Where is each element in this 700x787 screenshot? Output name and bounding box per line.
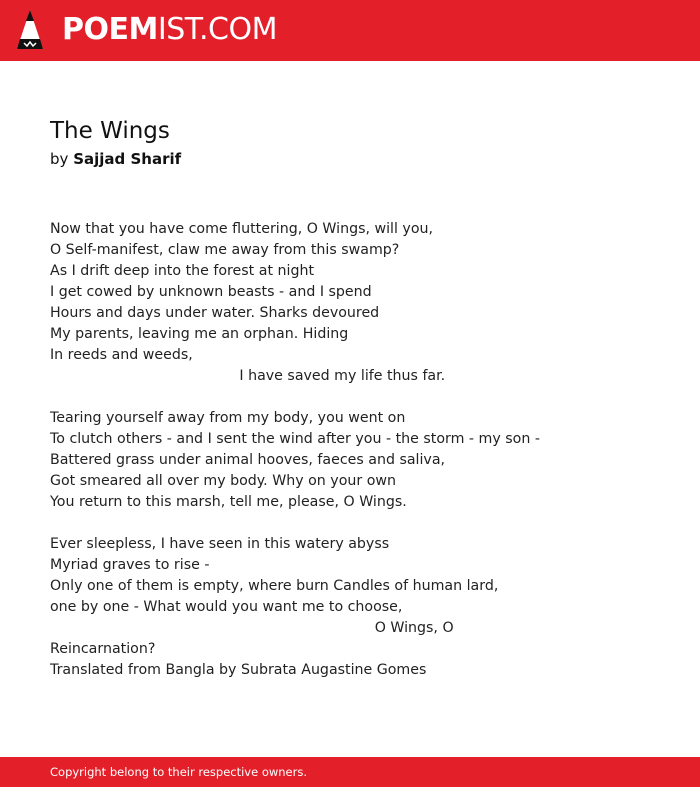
poem-line: You return to this marsh, tell me, please, O Wings. [50, 494, 407, 510]
poem-line: O Wings, O [50, 620, 454, 636]
site-header [0, 0, 700, 61]
poem-line: O Self-manifest, claw me away from this swamp? [50, 242, 400, 258]
poem-line: Myriad graves to rise - [50, 557, 210, 573]
stanza-break [50, 387, 670, 408]
stanza-break [50, 513, 670, 534]
copyright-text: Copyright belong to their respective owners. [50, 765, 308, 779]
site-logo[interactable] [62, 12, 277, 48]
poem-line: Tearing yourself away from my body, you went on [50, 410, 406, 426]
poem-line: Got smeared all over my body. Why on your own [50, 473, 396, 489]
logo-bold-text: POEM [62, 12, 158, 47]
poem-line: I have saved my life thus far. [50, 368, 446, 384]
poem-line: To clutch others - and I sent the wind after you - the storm - my son - [50, 431, 540, 447]
poem-byline [50, 149, 181, 169]
poem-line: Ever sleepless, I have seen in this watery abyss [50, 536, 390, 552]
poem-line: Now that you have come fluttering, O Wings, will you, [50, 221, 433, 237]
poem-line: one by one - What would you want me to choose, [50, 599, 403, 615]
poem-line: I get cowed by unknown beasts - and I spend [50, 284, 372, 300]
poem-line: My parents, leaving me an orphan. Hiding [50, 326, 349, 342]
pencil-logo-icon[interactable] [16, 9, 44, 55]
poem-author: Sajjad Sharif [73, 150, 182, 168]
poem-line: As I drift deep into the forest at night [50, 263, 315, 279]
poem-line: Hours and days under water. Sharks devoured [50, 305, 380, 321]
poem-line: Translated from Bangla by Subrata Augastine Gomes [50, 662, 427, 678]
poem-line: Battered grass under animal hooves, faeces and saliva, [50, 452, 446, 468]
poem-line: In reeds and weeds, [50, 347, 193, 363]
logo-light-text: IST.COM [157, 12, 277, 47]
poem-title: The Wings [50, 118, 170, 144]
poem-body [50, 219, 670, 681]
site-footer [0, 757, 700, 787]
by-label: by [50, 150, 69, 168]
poem-line: Reincarnation? [50, 641, 156, 657]
poem-line: Only one of them is empty, where burn Candles of human lard, [50, 578, 499, 594]
